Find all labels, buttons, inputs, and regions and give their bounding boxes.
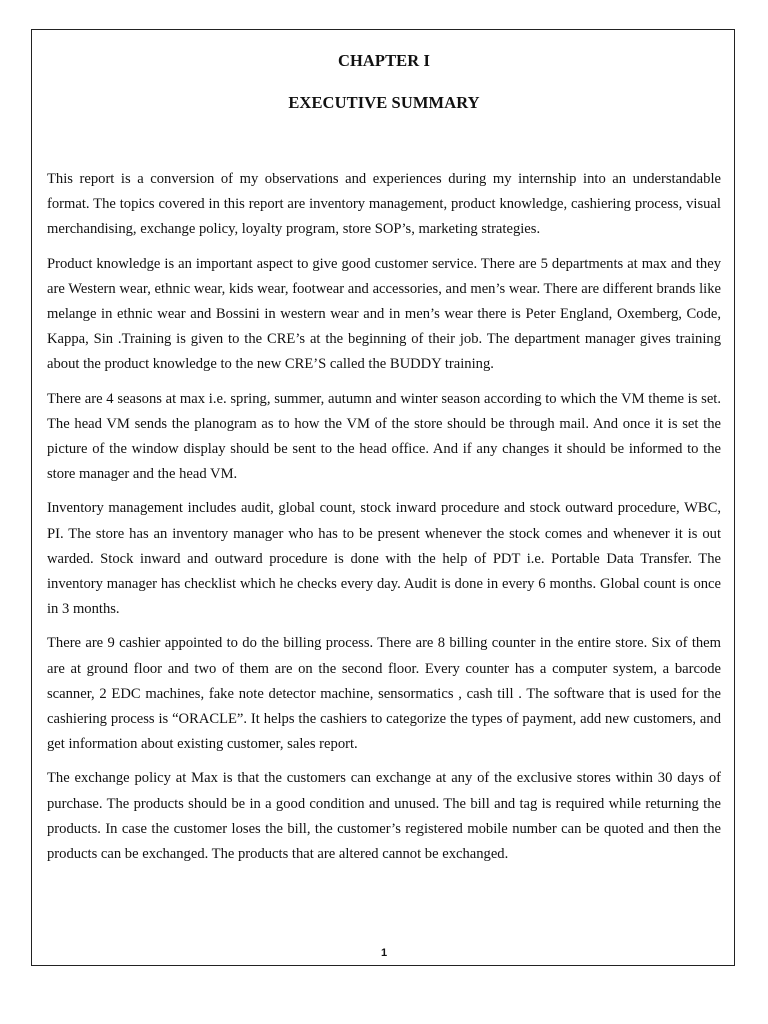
page-number: 1 [380, 947, 388, 959]
paragraph-visual-merchandising: There are 4 seasons at max i.e. spring, summer, autumn and winter season according to which the VM theme is set. The head VM sends the planogram as to how the VM of the store should be through mail. And once it is set the picture of the window display should be sent to the head office. And if any changes it should be informed to the store manager and the head VM. [47, 390, 721, 483]
paragraph-inventory: Inventory management includes audit, global count, stock inward procedure and stock outward procedure, WBC, PI. The store has an inventory manager who has to be present whenever the stock comes and whenever it is out warded. Stock inward and outward procedure is done with the help of PDT i.e. Portable Data Transfer. The inventory manager has checklist which he checks every day. Audit is done in every 6 months. Global count is once in 3 months. [47, 500, 721, 618]
chapter-heading: CHAPTER I [337, 51, 431, 70]
paragraph-product-knowledge: Product knowledge is an important aspect to give good customer service. There are 5 departments at max and they are Western wear, ethnic wear, kids wear, footwear and accessories, and men’s wear. There are different brands like melange in ethnic wear and Bossini in western wear and in men’s wear there is Peter England, Oxemberg, Code, Kappa, Sin .Training is given to the CRE’s at the beginning of their job. The department manager gives training about the product knowledge to the new CRE’S called the BUDDY training. [47, 255, 721, 373]
paragraph-exchange-policy: The exchange policy at Max is that the customers can exchange at any of the exclusive stores within 30 days of purchase. The products should be in a good condition and unused. The bill and tag is required while returning the products. In case the customer loses the bill, the customer’s registered mobile number can be quoted and then the products can be exchanged. The products that are altered cannot be exchanged. [47, 770, 721, 863]
paragraph-intro: This report is a conversion of my observations and experiences during my internship into an understandable format. The topics covered in this report are inventory management, product knowledge, cashiering process, visual merchandising, exchange policy, loyalty program, store SOP’s, marketing strategies. [47, 171, 721, 238]
section-title: EXECUTIVE SUMMARY [288, 93, 480, 112]
body-text [47, 167, 721, 876]
paragraph-cashiering: There are 9 cashier appointed to do the billing process. There are 8 billing counter in the entire store. Six of them are at ground floor and two of them are on the second floor. Every counter has a computer system, a barcode scanner, 2 EDC machines, fake note detector machine, sensormatics , cash till . The software that is used for the cashiering process is “ORACLE”. It helps the cashiers to categorize the types of payment, add new customers, and get information about existing customer, sales report. [47, 635, 721, 753]
